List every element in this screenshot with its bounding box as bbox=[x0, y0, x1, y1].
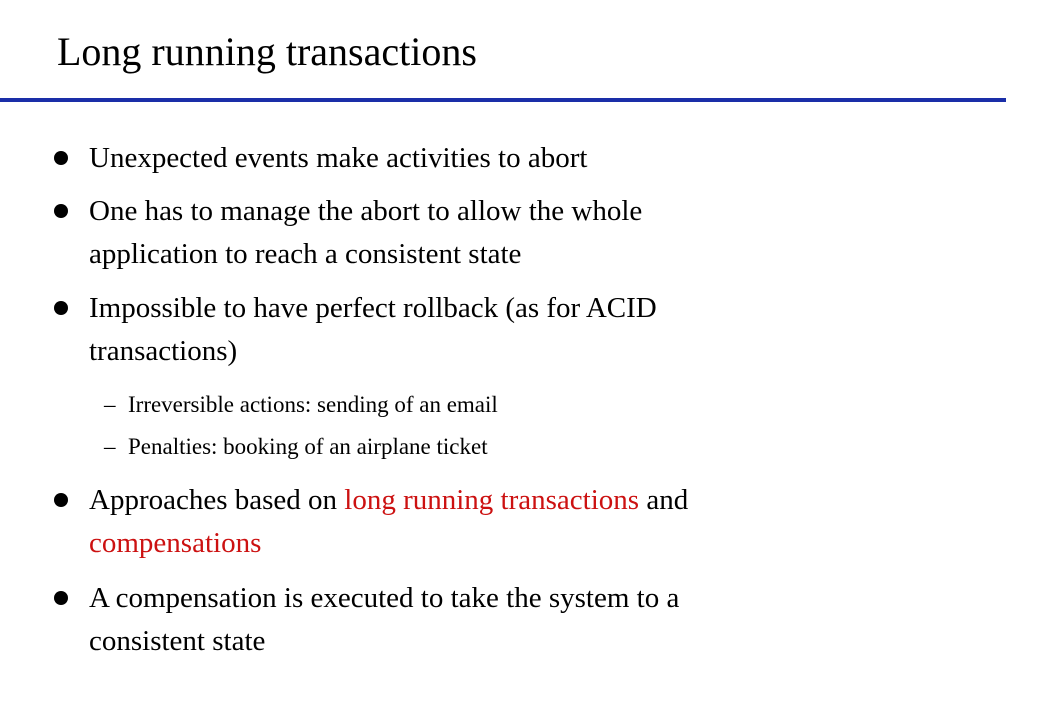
dash-icon: – bbox=[104, 434, 116, 459]
highlighted-term: compensations bbox=[89, 527, 262, 559]
dash-icon: – bbox=[104, 392, 116, 417]
bullet-text bbox=[89, 287, 989, 373]
bullet-line: consistent state bbox=[89, 625, 266, 657]
title-underline bbox=[0, 98, 1006, 102]
bullet-line: One has to manage the abort to allow the whole bbox=[89, 195, 643, 227]
sub-bullet-text: Penalties: booking of an airplane ticket bbox=[128, 434, 488, 459]
bullet-text: Unexpected events make activities to abort bbox=[89, 142, 588, 174]
bullet-line bbox=[89, 479, 989, 522]
bullet-line bbox=[89, 522, 989, 565]
highlighted-term: long running transactions bbox=[344, 484, 640, 516]
bullet-line: transactions) bbox=[89, 335, 238, 367]
bullet-text bbox=[89, 577, 989, 663]
bullet-text-part: and bbox=[639, 484, 689, 516]
bullet-line: A compensation is executed to take the system to a bbox=[89, 582, 680, 614]
bullet-dot-icon bbox=[54, 301, 68, 315]
bullet-dot-icon bbox=[54, 204, 68, 218]
bullet-text bbox=[89, 190, 989, 276]
slide-title: Long running transactions bbox=[57, 29, 477, 74]
bullet-text-part: Approaches based on bbox=[89, 484, 345, 516]
bullet-text bbox=[89, 479, 989, 565]
bullet-line: Impossible to have perfect rollback (as for ACID bbox=[89, 292, 657, 324]
bullet-dot-icon bbox=[54, 151, 68, 165]
sub-bullet-text: Irreversible actions: sending of an email bbox=[128, 392, 498, 417]
bullet-dot-icon bbox=[54, 591, 68, 605]
bullet-line: application to reach a consistent state bbox=[89, 238, 522, 270]
bullet-dot-icon bbox=[54, 493, 68, 507]
